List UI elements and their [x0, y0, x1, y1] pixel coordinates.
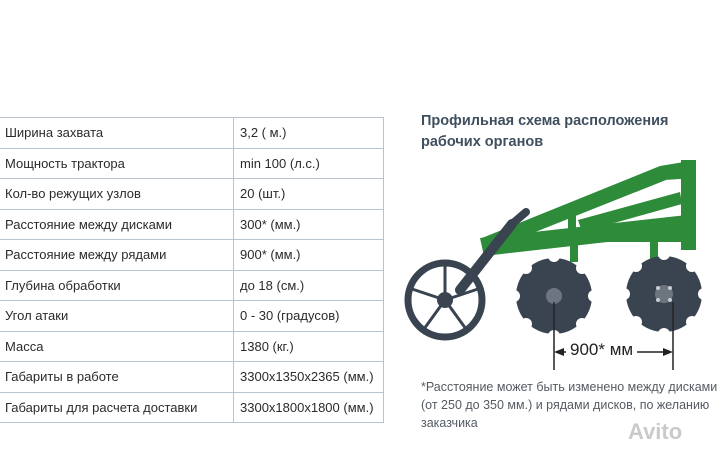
spec-value: 3300х1350х2365 (мм.) — [234, 362, 384, 393]
spec-label: Ширина захвата — [0, 118, 234, 149]
spec-value: 20 (шт.) — [234, 179, 384, 210]
spec-label: Расстояние между дисками — [0, 209, 234, 240]
diagram-title-line2: рабочих органов — [421, 134, 544, 150]
spec-label: Глубина обработки — [0, 270, 234, 301]
table-row — [0, 118, 384, 149]
table-row — [0, 179, 384, 210]
distance-label: 900* мм — [566, 340, 637, 360]
table-row — [0, 301, 384, 332]
diagram-title-line1: Профильная схема расположения — [421, 113, 669, 129]
watermark-text: Avito — [628, 419, 683, 444]
spec-label: Габариты в работе — [0, 362, 234, 393]
table-row — [0, 270, 384, 301]
spec-label: Кол-во режущих узлов — [0, 179, 234, 210]
implement-diagram — [398, 152, 720, 374]
support-wheel-icon — [408, 263, 482, 337]
spec-value: min 100 (л.с.) — [234, 148, 384, 179]
spec-label: Расстояние между рядами — [0, 240, 234, 271]
spec-value: 300* (мм.) — [234, 209, 384, 240]
table-row — [0, 209, 384, 240]
table-row — [0, 362, 384, 393]
green-frame — [480, 160, 696, 262]
spec-label: Масса — [0, 331, 234, 362]
specs-table — [0, 117, 384, 423]
right-disc-icon — [618, 248, 710, 340]
table-row — [0, 240, 384, 271]
spec-value: до 18 (см.) — [234, 270, 384, 301]
spec-value: 3300х1800х1800 (мм.) — [234, 392, 384, 423]
spec-value: 900* (мм.) — [234, 240, 384, 271]
spec-label: Габариты для расчета доставки — [0, 392, 234, 423]
spec-value: 1380 (кг.) — [234, 331, 384, 362]
table-row — [0, 331, 384, 362]
spec-label: Угол атаки — [0, 301, 234, 332]
avito-logo-icon — [628, 419, 682, 445]
spec-label: Мощность трактора — [0, 148, 234, 179]
diagram-title — [421, 111, 711, 153]
table-row — [0, 392, 384, 423]
spec-value: 0 - 30 (градусов) — [234, 301, 384, 332]
spec-value: 3,2 ( м.) — [234, 118, 384, 149]
table-row — [0, 148, 384, 179]
footnote: *Расстояние может быть изменено между дисками (от 250 до 350 мм.) и рядами дисков, по желанию заказчика — [421, 380, 718, 430]
